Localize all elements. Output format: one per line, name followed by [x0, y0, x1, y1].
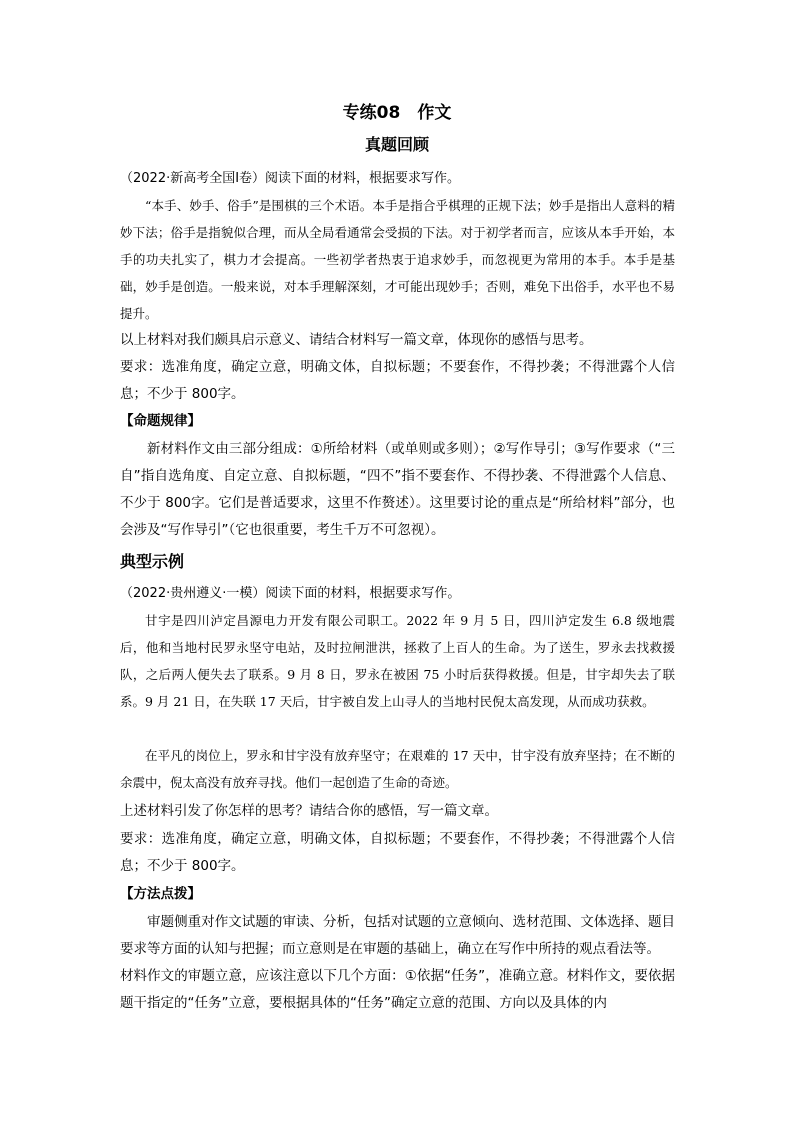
- section-title-examples: 典型示例: [120, 552, 185, 571]
- section-title-review: 真题回顾: [364, 135, 429, 154]
- exam-source-1: （2022·新高考全国Ⅰ卷）阅读下面的材料，根据要求写作。: [120, 171, 461, 186]
- rule-heading: 【命题规律】: [120, 413, 201, 429]
- material-quote-1: “本手、妙手、俗手”是围棋的三个术语。本手是指合乎棋理的正规下法；妙手是指出人意料的精妙下法；俗手是指貌似合理，而从全局看通常会受损的下法。对于初学者而言，应该从本手开始，本手的功夫扎实了，棋力才会提高。一些初学者热衷于追求妙手，而忽视更为常用的本手。本手是基础，妙手是创造。一般来说，对本手理解深刻，才可能出现妙手；否则，难免下出俗手，水平也不易提升。: [120, 198, 675, 321]
- exam-source-2: （2022·贵州遵义·一模）阅读下面的材料，根据要求写作。: [120, 586, 461, 601]
- rule-paragraph: 新材料作文由三部分组成：①所给材料（或单则或多则）；②写作导引；③写作要求（“三自”指自选角度、自定立意、自拟标题，“四不”指不要套作、不得抄袭、不得泄露个人信息、不少于 800字。它们是普适要求，这里不作赘述）。这里要讨论的重点是“所给材料”部分，也会涉及“写作导引”（它也很重要，考生千万不可忽视）。: [120, 441, 675, 538]
- method-paragraph-2: 材料作文的审题立意，应该注意以下几个方面：①依据“任务”，准确立意。材料作文，要依据题干指定的“任务”立意，要根据具体的“任务”确定立意的范围、方向以及具体的内: [120, 968, 675, 1011]
- writing-requirement-2: 要求：选准角度，确定立意，明确文体，自拟标题；不要套作，不得抄袭；不得泄露个人信息；不少于 800字。: [120, 831, 675, 874]
- material-quote-2a: 甘宇是四川泸定昌源电力开发有限公司职工。2022 年 9 月 5 日，四川泸定发生 6.8 级地震后，他和当地村民罗永坚守电站，及时拉闸泄洪，拯救了上百人的生命。为了送生，罗永去找救援队，之后两人便失去了联系。9 月 8 日，罗永在被困 75 小时后获得救援。但是，甘宇却失去了联系。9 月 21 日，在失联 17 天后，甘宇被自发上山寻人的当地村民倪太高发现，从而成功获救。: [120, 613, 675, 709]
- method-paragraph-1: 审题侧重对作文试题的审读、分析，包括对试题的立意倾向、选材范围、文体选择、题目要求等方面的认知与把握；而立意则是在审题的基础上，确立在写作中所持的观点看法等。: [120, 914, 675, 957]
- page-title: 专练08 作文: [342, 103, 452, 123]
- method-heading: 【方法点拨】: [120, 886, 201, 902]
- writing-requirement-1: 要求：选准角度，确定立意，明确文体，自拟标题；不要套作，不得抄袭；不得泄露个人信息；不少于 800字。: [120, 359, 675, 402]
- writing-prompt-1: 以上材料对我们颇具启示意义、请结合材料写一篇文章，体现你的感悟与思考。: [120, 332, 593, 348]
- writing-prompt-2: 上述材料引发了你怎样的思考？请结合你的感悟，写一篇文章。: [120, 803, 498, 819]
- material-quote-2b: 在平凡的岗位上，罗永和甘宇没有放弃坚守；在艰难的 17 天中，甘宇没有放弃坚持；在不断的余震中，倪太高没有放弃寻找。他们一起创造了生命的奇迹。: [120, 748, 675, 790]
